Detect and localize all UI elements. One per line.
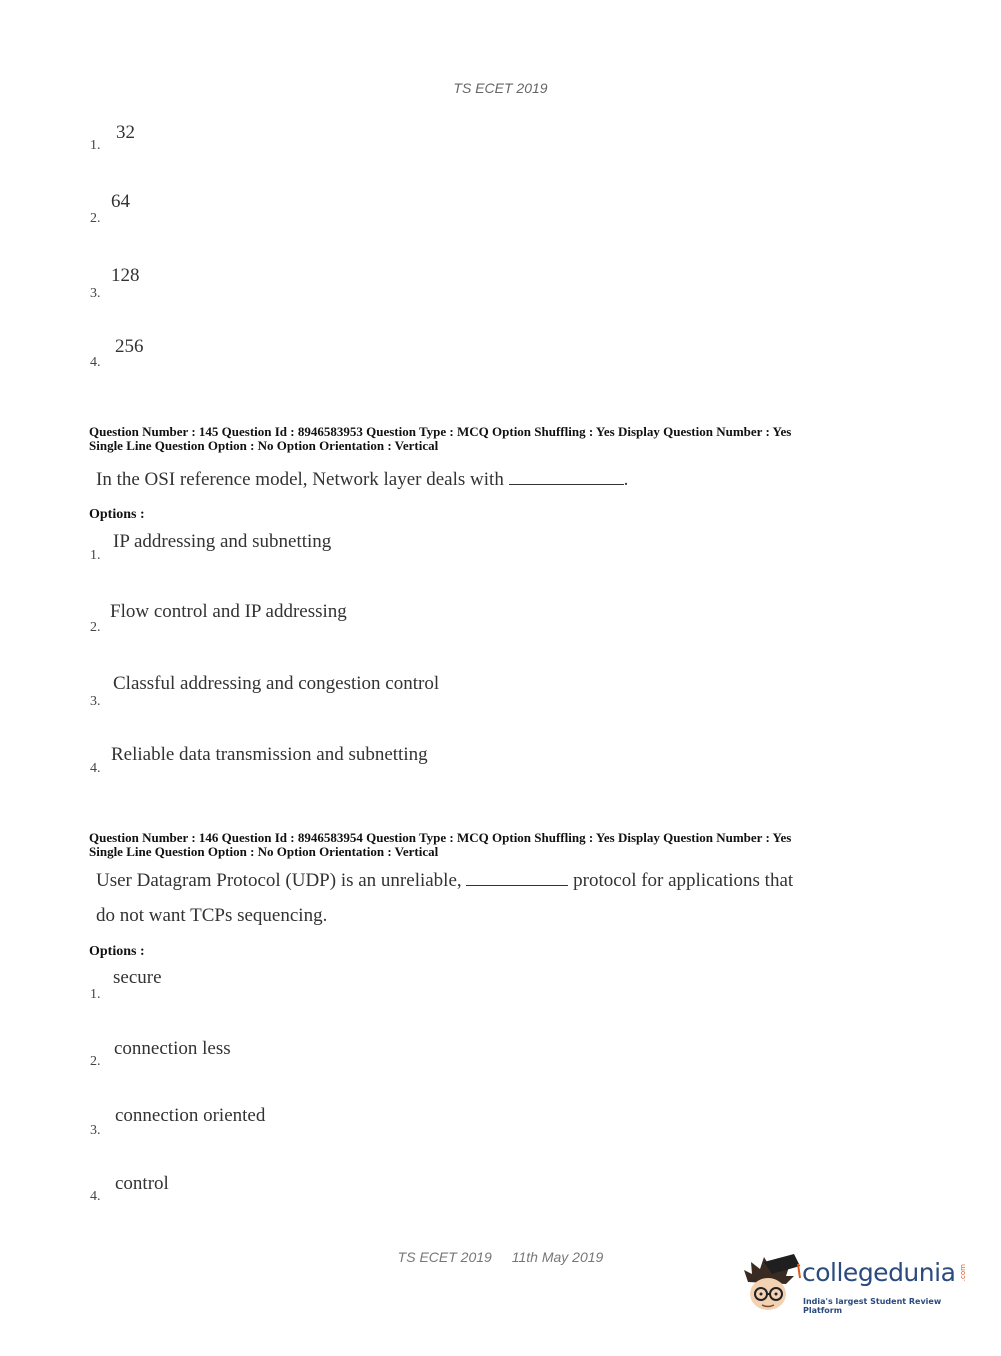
option-number: 4. — [90, 761, 101, 776]
option-text: secure — [113, 967, 162, 988]
question-text-end: . — [623, 469, 629, 490]
option-text: 128 — [111, 265, 140, 286]
options-label: Options : — [89, 944, 145, 959]
question-meta — [89, 425, 919, 453]
option-text: Classful addressing and congestion control — [113, 673, 440, 694]
question-text-start: In the OSI reference model, Network layer deals with — [96, 469, 504, 490]
option-text: 256 — [115, 336, 144, 357]
question-meta-line-2: Single Line Question Option : No Option Orientation : Vertical — [89, 438, 439, 453]
option-text: connection oriented — [115, 1105, 266, 1126]
page-header: TS ECET 2019 — [453, 80, 548, 96]
option-number: 1. — [90, 548, 101, 563]
question-text — [96, 468, 628, 491]
option-text: control — [115, 1173, 169, 1194]
question-text — [96, 869, 793, 892]
option-number: 3. — [90, 694, 101, 709]
answer-blank — [509, 468, 624, 485]
collegedunia-logo[interactable] — [742, 1252, 972, 1322]
option-text: 64 — [111, 191, 130, 212]
question-meta-line-1: Question Number : 145 Question Id : 8946583953 Question Type : MCQ Option Shuffling : Yes Display Question Number : Yes — [89, 424, 792, 439]
question-meta — [89, 831, 919, 859]
brand-name: collegedunia — [802, 1258, 956, 1287]
option-text: connection less — [114, 1038, 231, 1059]
option-number: 4. — [90, 355, 101, 370]
option-text: IP addressing and subnetting — [113, 531, 332, 552]
option-number: 2. — [90, 1054, 101, 1069]
option-text: Reliable data transmission and subnetting — [111, 744, 428, 765]
option-number: 2. — [90, 211, 101, 226]
footer-date: 11th May 2019 — [511, 1249, 604, 1265]
student-mascot-icon — [742, 1252, 802, 1318]
option-number: 1. — [90, 138, 101, 153]
question-text-line-2: do not want TCPs sequencing. — [96, 905, 328, 926]
question-meta-line-1: Question Number : 146 Question Id : 8946583954 Question Type : MCQ Option Shuffling : Yes Display Question Number : Yes — [89, 830, 792, 845]
option-text: Flow control and IP addressing — [110, 601, 347, 622]
options-label: Options : — [89, 507, 145, 522]
option-text: 32 — [116, 122, 135, 143]
brand-domain: .com — [959, 1264, 967, 1282]
option-number: 1. — [90, 987, 101, 1002]
question-text-end: protocol for applications that — [573, 870, 794, 891]
option-number: 4. — [90, 1189, 101, 1204]
answer-blank — [466, 869, 568, 886]
question-text-start: User Datagram Protocol (UDP) is an unreliable, — [96, 870, 462, 891]
option-number: 3. — [90, 286, 101, 301]
brand-tagline: India's largest Student Review Platform — [803, 1297, 942, 1315]
question-meta-line-2: Single Line Question Option : No Option Orientation : Vertical — [89, 844, 439, 859]
option-number: 2. — [90, 620, 101, 635]
option-number: 3. — [90, 1123, 101, 1138]
footer-exam: TS ECET 2019 — [397, 1249, 492, 1265]
